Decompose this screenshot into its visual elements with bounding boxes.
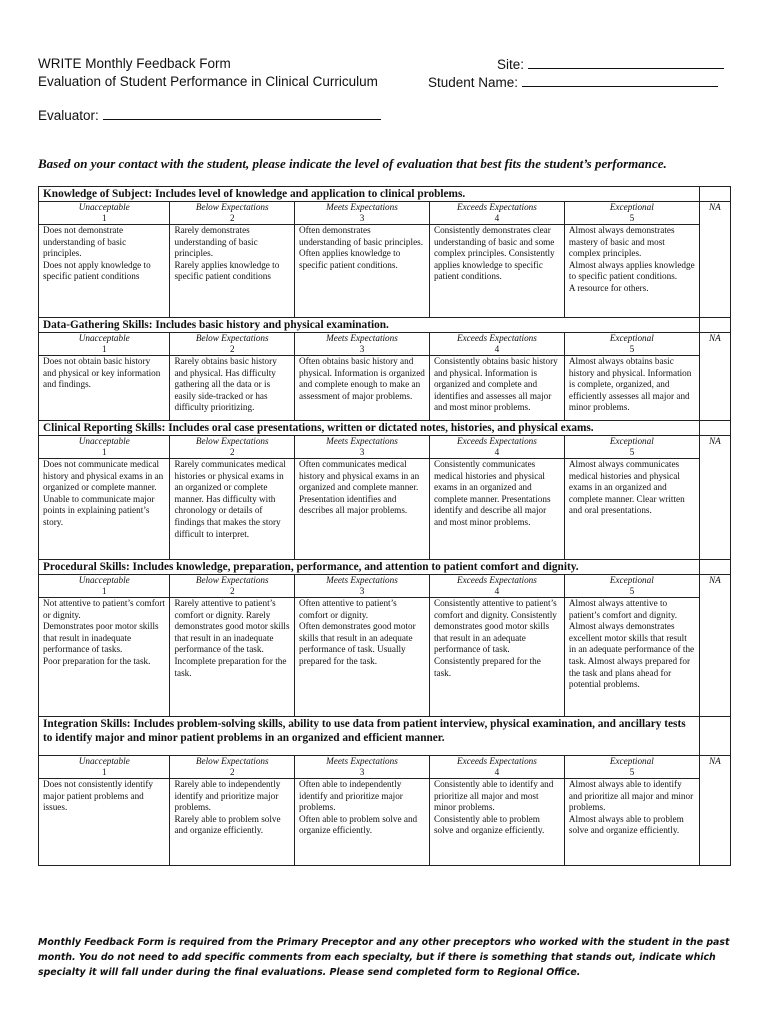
level-label: Unacceptable [78,436,130,446]
level-number: 1 [101,344,107,354]
level-number: 2 [229,767,235,777]
level-5-header[interactable] [564,436,699,459]
descriptor-level-1[interactable]: Does not consistently identify major patient problems and issues. [39,779,170,866]
descriptor-level-5[interactable]: Almost always attentive to patient’s comfort and dignity. Almost always demonstrates excellent motor skills that result in an adequate performance of the task. Almost always prepared for the task and plans ahead for potential problems. [564,598,699,717]
level-1-header[interactable] [39,756,170,779]
na-option[interactable]: NA [699,202,730,318]
section-header-row [39,560,731,575]
level-header-row [39,202,731,225]
evaluator-field[interactable] [38,106,381,125]
instructions: Based on your contact with the student, please indicate the level of evaluation that best fits the student’s performance. [38,156,667,171]
section-title: Data-Gathering Skills: Includes basic history and physical examination. [39,318,700,333]
section-title: Clinical Reporting Skills: Includes oral case presentations, written or dictated notes, histories, and physical exams. [39,421,700,436]
level-label: Below Expectations [195,333,269,343]
level-4-header[interactable] [429,333,564,356]
level-label: Meets Expectations [326,333,398,343]
level-number: 1 [101,447,107,457]
descriptor-level-4[interactable]: Consistently attentive to patient’s comfort and dignity. Consistently demonstrates good motor skills that result in an adequate performance of task. Consistently prepared for the task. [429,598,564,717]
site-field[interactable] [497,55,724,74]
descriptor-row [39,459,731,560]
level-number: 1 [101,213,107,223]
descriptor-level-3[interactable]: Often obtains basic history and physical. Information is organized and complete enough to make an assessment of major problems. [295,356,430,421]
level-number: 1 [101,767,107,777]
level-number: 2 [229,586,235,596]
descriptor-level-5[interactable]: Almost always communicates medical histories and physical exams in an organized and complete manner. Clear written and oral presentations. [564,459,699,560]
level-number: 2 [229,344,235,354]
descriptor-level-4[interactable]: Consistently communicates medical histories and physical exams in an organized and complete manner. Presentations identify and describe all major and most minor problems. [429,459,564,560]
level-2-header[interactable] [170,436,295,459]
level-3-header[interactable] [295,202,430,225]
level-number: 3 [359,586,365,596]
descriptor-level-2[interactable]: Rarely communicates medical histories or physical exams in an organized or complete manner. Has difficulty with chronology or details of findings that makes the story difficult to interpret. [170,459,295,560]
level-2-header[interactable] [170,202,295,225]
level-number: 5 [629,213,635,223]
level-header-row [39,756,731,779]
level-number: 3 [359,344,365,354]
level-4-header[interactable] [429,436,564,459]
level-label: Exceeds Expectations [457,756,537,766]
descriptor-level-3[interactable]: Often able to independently identify and prioritize major problems. Often able to problem solve and organize efficiently. [295,779,430,866]
level-label: Meets Expectations [326,202,398,212]
level-number: 1 [101,586,107,596]
descriptor-level-5[interactable]: Almost always able to identify and prioritize all major and minor problems. Almost always able to problem solve and organize efficiently. [564,779,699,866]
evaluator-label: Evaluator: [38,108,99,123]
descriptor-level-1[interactable]: Does not demonstrate understanding of basic principles. Does not apply knowledge to specific patient conditions [39,225,170,318]
level-label: Below Expectations [195,436,269,446]
site-label: Site: [497,57,525,72]
level-number: 4 [494,447,500,457]
descriptor-level-2[interactable]: Rarely able to independently identify and prioritize major problems. Rarely able to problem solve and organize efficiently. [170,779,295,866]
level-number: 2 [229,447,235,457]
level-number: 5 [629,586,635,596]
level-2-header[interactable] [170,575,295,598]
level-label: Below Expectations [195,575,269,585]
section-header-row [39,318,731,333]
level-label: Unacceptable [78,575,130,585]
level-3-header[interactable] [295,436,430,459]
descriptor-level-3[interactable]: Often communicates medical history and physical exams in an organized and complete manner. Presentation identifies and describes all major problems. [295,459,430,560]
level-label: Below Expectations [195,756,269,766]
level-number: 4 [494,586,500,596]
section-title-na-spacer [699,187,730,202]
level-1-header[interactable] [39,333,170,356]
level-header-row [39,333,731,356]
descriptor-row [39,225,731,318]
level-label: Unacceptable [78,333,130,343]
descriptor-level-4[interactable]: Consistently obtains basic history and physical. Information is organized and complete and identifies and assesses all major and most minor problems. [429,356,564,421]
level-label: Unacceptable [78,756,130,766]
na-option[interactable]: NA [699,436,730,560]
descriptor-level-1[interactable]: Does not obtain basic history and physical or key information and findings. [39,356,170,421]
level-number: 4 [494,767,500,777]
level-2-header[interactable] [170,333,295,356]
descriptor-level-1[interactable]: Does not communicate medical history and physical exams in an organized or complete manner. Unable to communicate major points in explaining patient’s story. [39,459,170,560]
level-label: Exceeds Expectations [457,202,537,212]
descriptor-level-4[interactable]: Consistently demonstrates clear understanding of basic and some complex principles. Consistently applies knowledge to specific patient conditions. [429,225,564,318]
level-label: Exceptional [609,436,654,446]
section-title: Integration Skills: Includes problem-solving skills, ability to use data from patient interview, physical examination, and ancillary tests to identify major and minor patient problems in an organized and efficient manner. [39,717,700,756]
level-number: 4 [494,344,500,354]
level-label: Exceeds Expectations [457,575,537,585]
section-title-na-spacer [699,421,730,436]
section-header-row [39,717,731,756]
level-number: 2 [229,213,235,223]
level-number: 3 [359,213,365,223]
level-label: Exceeds Expectations [457,333,537,343]
evaluator-line[interactable] [103,106,381,120]
site-line[interactable] [528,55,724,69]
descriptor-level-5[interactable]: Almost always demonstrates mastery of basic and most complex principles. Almost always applies knowledge to specific patient conditions. A resource for others. [564,225,699,318]
level-1-header[interactable] [39,202,170,225]
na-option[interactable]: NA [699,333,730,421]
level-4-header[interactable] [429,756,564,779]
descriptor-row [39,356,731,421]
level-header-row [39,436,731,459]
level-header-row [39,575,731,598]
section-title-na-spacer [699,560,730,575]
level-1-header[interactable] [39,436,170,459]
level-label: Unacceptable [78,202,130,212]
section-title: Procedural Skills: Includes knowledge, preparation, performance, and attention to patient comfort and dignity. [39,560,700,575]
descriptor-level-1[interactable]: Not attentive to patient’s comfort or dignity. Demonstrates poor motor skills that result in inadequate performance of tasks. Poor preparation for the task. [39,598,170,717]
na-option[interactable]: NA [699,575,730,717]
descriptor-level-4[interactable]: Consistently able to identify and prioritize all major and most minor problems. Consistently able to problem solve and organize efficiently. [429,779,564,866]
level-label: Exceptional [609,202,654,212]
level-label: Meets Expectations [326,756,398,766]
section-header-row [39,187,731,202]
level-number: 5 [629,344,635,354]
level-5-header[interactable] [564,756,699,779]
level-label: Exceptional [609,756,654,766]
section-title: Knowledge of Subject: Includes level of knowledge and application to clinical problems. [39,187,700,202]
student-name-line[interactable] [522,73,718,87]
level-2-header[interactable] [170,756,295,779]
footer-note: Monthly Feedback Form is required from the Primary Preceptor and any other preceptors who worked with the student in the past month. You do not need to add specific comments from each specialty, but if there is something that stands out, indicate which specialty it will fall under during the final evaluations. Please send completed form to Regional Office. [38,937,730,978]
descriptor-level-3[interactable]: Often attentive to patient’s comfort or dignity. Often demonstrates good motor skills that result in an adequate performance of task. Usually prepared for the task. [295,598,430,717]
level-label: Meets Expectations [326,436,398,446]
level-4-header[interactable] [429,575,564,598]
level-1-header[interactable] [39,575,170,598]
level-3-header[interactable] [295,575,430,598]
level-4-header[interactable] [429,202,564,225]
descriptor-level-2[interactable]: Rarely obtains basic history and physical. Has difficulty gathering all the data or is easily side-tracked or has difficulty prioritizing. [170,356,295,421]
descriptor-row [39,598,731,717]
level-5-header[interactable] [564,575,699,598]
descriptor-level-2[interactable]: Rarely attentive to patient’s comfort or dignity. Rarely demonstrates good motor skills that result in an inadequate performance of the task. Incomplete preparation for the task. [170,598,295,717]
descriptor-level-3[interactable]: Often demonstrates understanding of basic principles. Often applies knowledge to specific patient conditions. [295,225,430,318]
section-title-na-spacer [699,717,730,756]
level-label: Below Expectations [195,202,269,212]
level-5-header[interactable] [564,333,699,356]
level-label: Exceptional [609,575,654,585]
level-number: 3 [359,767,365,777]
level-label: Exceeds Expectations [457,436,537,446]
level-number: 4 [494,213,500,223]
level-3-header[interactable] [295,333,430,356]
level-number: 5 [629,767,635,777]
level-label: Meets Expectations [326,575,398,585]
form-subtitle: Evaluation of Student Performance in Clinical Curriculum [38,74,378,89]
descriptor-level-2[interactable]: Rarely demonstrates understanding of basic principles. Rarely applies knowledge to specific patient conditions [170,225,295,318]
level-label: Exceptional [609,333,654,343]
descriptor-level-5[interactable]: Almost always obtains basic history and physical. Information is complete, organized, and efficiently assesses all major and minor problems. [564,356,699,421]
form-title: WRITE Monthly Feedback Form [38,56,231,71]
student-name-label: Student Name: [428,75,519,90]
level-5-header[interactable] [564,202,699,225]
level-number: 5 [629,447,635,457]
level-3-header[interactable] [295,756,430,779]
student-name-field[interactable] [428,73,718,92]
na-option[interactable]: NA [699,756,730,866]
evaluation-table [38,186,731,866]
section-title-na-spacer [699,318,730,333]
descriptor-row [39,779,731,866]
section-header-row [39,421,731,436]
level-number: 3 [359,447,365,457]
